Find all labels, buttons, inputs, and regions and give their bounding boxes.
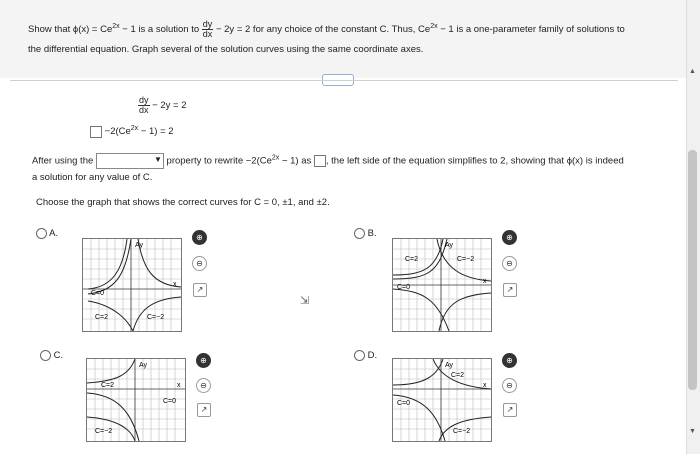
dy: dy (202, 19, 213, 29)
exp-2: 2x (430, 22, 438, 30)
zoom-in-icon-d[interactable]: ⊕ (502, 353, 517, 368)
question-line-1 (28, 20, 625, 39)
graph-c-x-axis-label: x (177, 382, 181, 389)
scroll-thumb[interactable] (688, 150, 697, 390)
option-c-label: C. (53, 350, 64, 362)
dy-dx-fraction (202, 20, 214, 39)
property-dropdown[interactable] (96, 153, 164, 169)
eq1-num: dy (139, 95, 149, 105)
dx: dx (202, 29, 213, 39)
eq1-fraction (138, 96, 150, 115)
graph-d-label-0: C=2 (451, 372, 465, 379)
sentence-exp: 2x (271, 154, 280, 162)
graph-b-y-axis-label: Ay (445, 242, 454, 249)
graph-a-label-0: C=2 (95, 314, 109, 321)
answer-box[interactable] (314, 155, 326, 167)
zoom-out-icon-c[interactable]: ⊖ (196, 378, 211, 393)
sentence-pre: After using the (32, 155, 94, 167)
graph-a-label-1: C=0 (91, 290, 105, 297)
line1-post: − 2y = 2 for any choice of the constant C. Thus, Ce (215, 24, 431, 36)
eq2: −2(Ce (104, 126, 131, 138)
option-c[interactable] (40, 350, 63, 361)
external-link-icon-c[interactable]: ↗ (197, 403, 211, 417)
graph-d (392, 358, 492, 442)
sentence-line-2: a solution for any value of C. (32, 172, 153, 183)
work-eq-1 (138, 96, 187, 115)
zoom-out-icon-b[interactable]: ⊖ (502, 256, 517, 271)
eq2-rest: − 1) = 2 (140, 126, 174, 138)
choose-prompt: Choose the graph that shows the correct curves for C = 0, ±1, and ±2. (36, 197, 330, 208)
zoom-out-icon[interactable]: ⊖ (192, 256, 207, 271)
graph-c (86, 358, 186, 442)
sentence-mid2: − 1) as (281, 155, 312, 167)
radio-b[interactable] (354, 228, 365, 239)
graph-b-label-2: C=0 (397, 284, 411, 291)
exp: 2x (112, 22, 120, 30)
graph-b-x-axis-label: x (483, 278, 487, 285)
option-a-label: A. (49, 228, 59, 240)
graph-c-label-1: C=0 (163, 398, 177, 405)
graph-d-y-axis-label: Ay (445, 362, 454, 369)
line1-pre: Show that ϕ(x) = Ce (28, 24, 113, 36)
sentence-line-1 (32, 153, 624, 169)
eq1-den: dx (139, 105, 149, 115)
external-link-icon-b[interactable]: ↗ (503, 283, 517, 297)
external-link-icon-d[interactable]: ↗ (503, 403, 517, 417)
caret-down-icon: ▼ (153, 155, 162, 164)
graph-a (82, 238, 182, 332)
zoom-out-icon-d[interactable]: ⊖ (502, 378, 517, 393)
external-link-icon[interactable]: ↗ (193, 283, 207, 297)
graph-b-label-0: C=2 (405, 256, 419, 263)
eq2-exp: 2x (130, 125, 139, 132)
option-a[interactable] (36, 228, 58, 239)
graph-a-y-axis-label: Ay (135, 242, 144, 249)
option-d-label: D. (367, 350, 378, 362)
graph-b (392, 238, 492, 332)
zoom-in-icon-c[interactable]: ⊕ (196, 353, 211, 368)
question-line-2: the differential equation. Graph several of the solution curves using the same coordinate axes. (28, 44, 424, 55)
zoom-in-icon-b[interactable]: ⊕ (502, 230, 517, 245)
graph-d-x-axis-label: x (483, 382, 487, 389)
graph-b-label-1: C=−2 (457, 256, 475, 263)
eq1-rest: − 2y = 2 (152, 100, 187, 112)
mouse-cursor-icon: ⇲ (300, 295, 310, 307)
option-d[interactable] (354, 350, 377, 361)
sentence-mid: property to rewrite −2(Ce (166, 155, 272, 167)
graph-d-label-2: C=−2 (453, 428, 471, 435)
graph-c-y-axis-label: Ay (139, 362, 148, 369)
radio-d[interactable] (354, 350, 365, 361)
radio-c[interactable] (40, 350, 51, 361)
radio-a[interactable] (36, 228, 47, 239)
option-b-label: B. (367, 228, 377, 240)
line1-mid: − 1 is a solution to (119, 24, 200, 36)
question-header (0, 0, 686, 78)
scroll-up-icon[interactable]: ▲ (689, 68, 696, 75)
eq2-checkbox[interactable] (90, 126, 102, 138)
scroll-down-icon[interactable]: ▼ (689, 428, 696, 435)
zoom-in-icon[interactable]: ⊕ (192, 230, 207, 245)
work-eq-2 (90, 125, 174, 138)
graph-c-label-2: C=−2 (95, 428, 113, 435)
graph-a-label-2: C=−2 (147, 314, 165, 321)
graph-d-label-1: C=0 (397, 400, 411, 407)
sentence-post: , the left side of the equation simplifies to 2, showing that ϕ(x) is indeed (325, 155, 624, 167)
graph-c-label-0: C=2 (101, 382, 115, 389)
divider (10, 80, 678, 81)
graph-a-x-axis-label: x (173, 281, 177, 288)
line1-end: − 1 is a one-parameter family of solutions to (437, 24, 625, 36)
option-b[interactable] (354, 228, 377, 239)
